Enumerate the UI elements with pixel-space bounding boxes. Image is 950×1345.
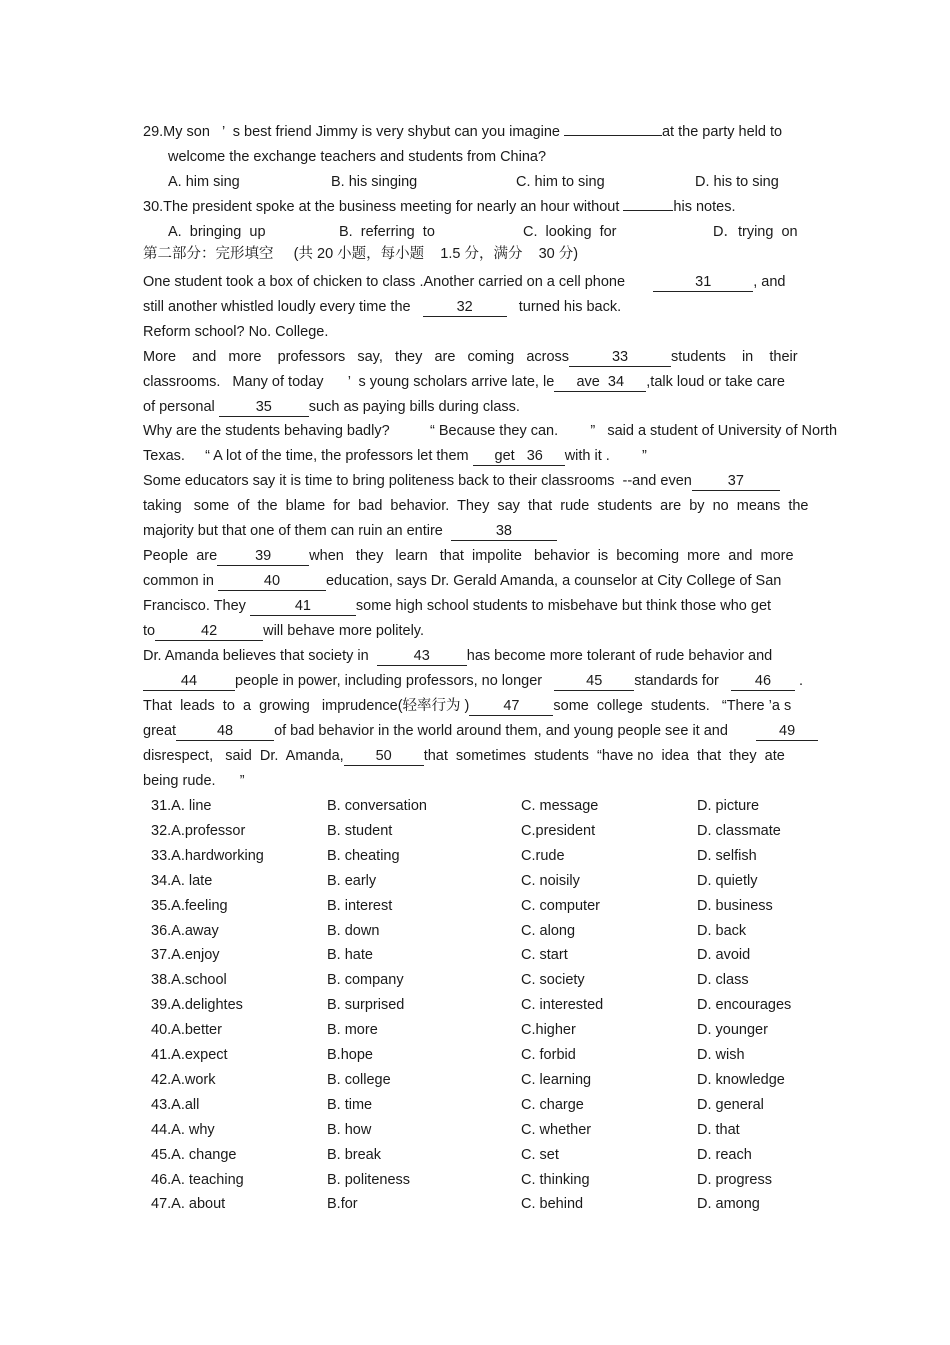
option-45-b[interactable]: B. break bbox=[327, 1146, 381, 1163]
q29-option-a[interactable]: A. him sing bbox=[168, 174, 240, 190]
blank-39[interactable]: 39 bbox=[217, 548, 309, 566]
option-35-c[interactable]: C. computer bbox=[521, 897, 600, 914]
open-quote: “ bbox=[205, 448, 210, 464]
q30-option-b[interactable]: B. referring to bbox=[339, 224, 435, 240]
option-32-c[interactable]: C.president bbox=[521, 822, 596, 839]
passage-line-4 bbox=[143, 347, 798, 367]
blank-38[interactable]: 38 bbox=[451, 523, 557, 541]
option-40-a[interactable]: 40.A.better bbox=[151, 1022, 222, 1039]
close-quote: ” bbox=[642, 448, 647, 464]
passage-text: have no idea that they ate bbox=[601, 748, 785, 764]
blank-45[interactable]: 45 bbox=[554, 673, 634, 691]
option-34-b[interactable]: B. early bbox=[327, 872, 377, 889]
option-46-a[interactable]: 46.A. teaching bbox=[151, 1171, 244, 1188]
option-33-c[interactable]: C.rude bbox=[521, 847, 565, 864]
q29-text-c: but can you imagine bbox=[430, 124, 560, 140]
passage-text: said a student of University of North bbox=[607, 423, 838, 439]
option-41-a[interactable]: 41.A.expect bbox=[151, 1047, 228, 1063]
passage-line-8 bbox=[143, 446, 647, 466]
section-note: (共 20 小题，每小题 1.5 分，满分 30 分) bbox=[293, 246, 579, 262]
option-46-b[interactable]: B. politeness bbox=[327, 1171, 411, 1188]
option-40-d[interactable]: D. younger bbox=[697, 1022, 768, 1039]
passage-text: Some educators say it is time to bring politeness back to their classrooms --and even bbox=[143, 473, 692, 489]
blank-43[interactable]: 43 bbox=[377, 648, 467, 666]
passage-text: majority but that one of them can ruin an entire bbox=[143, 523, 443, 539]
q29-option-d[interactable]: D. his to sing bbox=[695, 174, 779, 190]
passage-text: has become more tolerant of rude behavior and bbox=[466, 648, 773, 664]
close-quote: ” bbox=[590, 423, 596, 439]
passage-line-14 bbox=[143, 596, 771, 616]
passage-text: such as paying bills during class. bbox=[308, 399, 520, 415]
q30-line-1 bbox=[143, 197, 735, 217]
option-37-a[interactable]: 37.A.enjoy bbox=[151, 947, 220, 964]
option-34-c[interactable]: C. noisily bbox=[521, 872, 580, 889]
q30-blank[interactable] bbox=[623, 210, 673, 211]
passage-text: Because they can. bbox=[438, 423, 559, 439]
option-47-d[interactable]: D. among bbox=[697, 1196, 760, 1213]
option-33-d[interactable]: D. selfish bbox=[697, 847, 757, 864]
passage-line-18 bbox=[143, 696, 791, 716]
option-39-b[interactable]: B. surprised bbox=[327, 997, 405, 1014]
option-37-b[interactable]: B. hate bbox=[327, 947, 373, 964]
passage-text: when they learn that impolite behavior is becoming more and more bbox=[309, 548, 794, 564]
passage-text: standards for bbox=[634, 673, 719, 689]
blank-40[interactable]: 40 bbox=[218, 573, 326, 591]
q29-blank[interactable] bbox=[564, 135, 662, 136]
q29-text-b: s best friend Jimmy is very shy bbox=[232, 124, 431, 140]
passage-text: of personal bbox=[143, 399, 215, 415]
option-32-a[interactable]: 32.A.professor bbox=[151, 822, 246, 839]
option-45-a[interactable]: 45.A. change bbox=[151, 1146, 237, 1163]
passage-line-15 bbox=[143, 621, 424, 641]
option-39-d[interactable]: D. encourages bbox=[697, 997, 792, 1014]
q30-option-d[interactable]: D．trying on bbox=[713, 224, 798, 240]
apostrophe-mark: ’ bbox=[347, 374, 351, 390]
option-36-a[interactable]: 36.A.away bbox=[151, 922, 219, 939]
q29-text-d: at the party held to bbox=[661, 124, 783, 140]
option-32-b[interactable]: B. student bbox=[327, 822, 393, 839]
passage-text: a s bbox=[771, 698, 792, 714]
passage-text: common in bbox=[143, 573, 214, 589]
section-heading bbox=[143, 244, 578, 264]
passage-text: still another whistled loudly every time the bbox=[143, 299, 411, 315]
option-35-d[interactable]: D. business bbox=[697, 897, 773, 914]
blank-44[interactable]: 44 bbox=[143, 673, 235, 691]
blank-41[interactable]: 41 bbox=[250, 598, 356, 616]
passage-line-13 bbox=[143, 571, 781, 591]
passage-text: Dr. Amanda believes that society in bbox=[143, 648, 369, 664]
passage-text: education, says Dr. Gerald Amanda, a counselor at City College of San bbox=[325, 573, 782, 589]
passage-line-10: taking some of the blame for bad behavior. They say that rude students are by no means the bbox=[143, 498, 809, 514]
option-44-b[interactable]: B. how bbox=[327, 1121, 372, 1138]
q30-option-a[interactable]: A. bringing up bbox=[168, 224, 266, 240]
option-37-d[interactable]: D. avoid bbox=[697, 947, 751, 964]
option-47-b[interactable]: B.for bbox=[327, 1196, 358, 1213]
option-46-d[interactable]: D. progress bbox=[697, 1171, 772, 1188]
open-quote: “ bbox=[596, 748, 602, 764]
passage-text: Why are the students behaving badly? bbox=[143, 423, 390, 439]
option-35-a[interactable]: 35.A.feeling bbox=[151, 897, 228, 914]
passage-line-17 bbox=[143, 671, 803, 691]
passage-text: . bbox=[798, 673, 804, 689]
blank-34[interactable]: ave 34 bbox=[554, 374, 646, 392]
open-quote: “ bbox=[721, 698, 727, 714]
option-47-c[interactable]: C. behind bbox=[521, 1196, 584, 1213]
option-41-c[interactable]: C. forbid bbox=[521, 1047, 576, 1063]
option-43-a[interactable]: 43.A.all bbox=[151, 1096, 200, 1113]
option-38-b[interactable]: B. company bbox=[327, 972, 404, 989]
q29-apostrophe: ’ bbox=[222, 124, 225, 140]
passage-line-1 bbox=[143, 272, 785, 292]
option-43-c[interactable]: C. charge bbox=[521, 1096, 584, 1113]
passage-line-19 bbox=[143, 721, 818, 741]
option-44-a[interactable]: 44.A. why bbox=[151, 1121, 215, 1138]
passage-text: disrespect, said Dr. Amanda, bbox=[143, 748, 344, 764]
option-38-c[interactable]: C. society bbox=[521, 972, 585, 989]
blank-46[interactable]: 46 bbox=[731, 673, 795, 691]
passage-text: People are bbox=[143, 548, 218, 564]
option-31-c[interactable]: C. message bbox=[521, 798, 599, 814]
blank-50[interactable]: 50 bbox=[344, 748, 424, 766]
blank-31[interactable]: 31 bbox=[653, 274, 753, 292]
blank-42[interactable]: 42 bbox=[155, 623, 263, 641]
option-41-d[interactable]: D. wish bbox=[697, 1047, 745, 1063]
passage-text: of bad behavior in the world around them, and young people see it and bbox=[274, 723, 728, 739]
passage-text: A lot of the time, the professors let them bbox=[213, 448, 469, 464]
option-36-b[interactable]: B. down bbox=[327, 922, 380, 939]
passage-line-16 bbox=[143, 646, 772, 666]
q29-option-c[interactable]: C. him to sing bbox=[516, 174, 605, 190]
passage-text: some college students. bbox=[553, 698, 710, 714]
blank-32[interactable]: 32 bbox=[423, 299, 507, 317]
passage-text: students in their bbox=[671, 349, 798, 365]
option-31-d[interactable]: D. picture bbox=[697, 798, 760, 814]
option-39-c[interactable]: C. interested bbox=[521, 997, 604, 1014]
passage-line-3: Reform school? No. College. bbox=[143, 324, 329, 340]
q29-line-2: welcome the exchange teachers and students from China? bbox=[168, 149, 547, 165]
option-42-d[interactable]: D. knowledge bbox=[697, 1071, 785, 1088]
blank-48[interactable]: 48 bbox=[176, 723, 274, 741]
option-36-d[interactable]: D. back bbox=[697, 922, 747, 939]
passage-text: with it . bbox=[564, 448, 610, 464]
passage-text: turned his back. bbox=[518, 299, 622, 315]
q29-option-b[interactable]: B. his singing bbox=[331, 174, 418, 190]
option-33-a[interactable]: 33.A.hardworking bbox=[151, 847, 264, 864]
q30-option-c[interactable]: C. looking for bbox=[523, 224, 617, 240]
blank-49[interactable]: 49 bbox=[756, 723, 818, 741]
option-43-b[interactable]: B. time bbox=[327, 1096, 373, 1113]
passage-line-2 bbox=[143, 297, 621, 317]
option-37-c[interactable]: C. start bbox=[521, 947, 568, 964]
apostrophe-mark: ’ bbox=[768, 698, 772, 714]
option-42-a[interactable]: 42.A.work bbox=[151, 1071, 216, 1088]
option-34-a[interactable]: 34.A. late bbox=[151, 872, 213, 889]
passage-text: being rude. bbox=[143, 773, 216, 789]
passage-text: some high school students to misbehave but think those who get bbox=[355, 598, 772, 614]
option-34-d[interactable]: D. quietly bbox=[697, 872, 758, 889]
open-quote: “ bbox=[429, 423, 435, 439]
blank-35[interactable]: 35 bbox=[219, 399, 309, 417]
passage-line-11 bbox=[143, 521, 557, 541]
option-43-d[interactable]: D. general bbox=[697, 1096, 764, 1113]
passage-text: One student took a box of chicken to class .Another carried on a cell phone bbox=[143, 274, 626, 290]
option-44-c[interactable]: C. whether bbox=[521, 1121, 592, 1138]
option-47-a[interactable]: 47.A. about bbox=[151, 1196, 226, 1213]
passage-line-20 bbox=[143, 746, 785, 766]
passage-text: That leads to a growing imprudence(轻率行为 ) bbox=[143, 698, 470, 714]
option-40-b[interactable]: B. more bbox=[327, 1022, 378, 1039]
option-41-b[interactable]: B.hope bbox=[327, 1047, 373, 1063]
option-45-d[interactable]: D. reach bbox=[697, 1146, 752, 1163]
option-40-c[interactable]: C.higher bbox=[521, 1022, 576, 1039]
blank-33[interactable]: 33 bbox=[569, 349, 671, 367]
q29-text-a: 29.My son bbox=[143, 124, 210, 140]
passage-text: ,talk loud or take care bbox=[646, 374, 785, 390]
passage-text: that sometimes students bbox=[423, 748, 589, 764]
option-45-c[interactable]: C. set bbox=[521, 1146, 559, 1163]
blank-36[interactable]: get 36 bbox=[473, 448, 565, 466]
passage-text: great bbox=[143, 723, 177, 739]
passage-text: There bbox=[726, 698, 765, 714]
option-42-b[interactable]: B. college bbox=[327, 1071, 391, 1088]
blank-47[interactable]: 47 bbox=[469, 698, 553, 716]
option-31-b[interactable]: B. conversation bbox=[327, 798, 427, 814]
q29-line-1 bbox=[143, 122, 782, 142]
passage-line-9 bbox=[143, 471, 780, 491]
section-title: 第二部分：完形填空 bbox=[143, 246, 274, 262]
option-32-d[interactable]: D. classmate bbox=[697, 822, 781, 839]
passage-text: will behave more politely. bbox=[263, 623, 425, 639]
blank-37[interactable]: 37 bbox=[692, 473, 780, 491]
passage-line-7 bbox=[143, 421, 837, 441]
passage-line-5 bbox=[143, 372, 785, 392]
passage-text: classrooms. Many of today bbox=[143, 374, 324, 390]
option-33-b[interactable]: B. cheating bbox=[327, 847, 400, 864]
option-44-d[interactable]: D. that bbox=[697, 1121, 740, 1138]
passage-text: people in power, including professors, no longer bbox=[235, 673, 543, 689]
passage-text: , and bbox=[753, 274, 786, 290]
q30-text-b: his notes. bbox=[673, 199, 736, 215]
option-31-a[interactable]: 31.A. line bbox=[151, 798, 212, 814]
option-46-c[interactable]: C. thinking bbox=[521, 1171, 590, 1188]
option-39-a[interactable]: 39.A.delightes bbox=[151, 997, 243, 1014]
passage-text: Francisco. They bbox=[143, 598, 246, 614]
option-35-b[interactable]: B. interest bbox=[327, 897, 393, 914]
option-38-a[interactable]: 38.A.school bbox=[151, 972, 227, 989]
passage-text: to bbox=[143, 623, 156, 639]
passage-text: Texas. bbox=[143, 448, 185, 464]
close-quote: ” bbox=[239, 773, 245, 789]
q30-text-a: 30.The president spoke at the business meeting for nearly an hour without bbox=[143, 199, 620, 215]
option-42-c[interactable]: C. learning bbox=[521, 1071, 592, 1088]
passage-text: s young scholars arrive late, le bbox=[358, 374, 555, 390]
passage-line-12 bbox=[143, 546, 794, 566]
passage-line-21 bbox=[143, 771, 245, 791]
option-38-d[interactable]: D. class bbox=[697, 972, 749, 989]
passage-text: More and more professors say, they are coming across bbox=[143, 349, 570, 365]
option-36-c[interactable]: C. along bbox=[521, 922, 576, 939]
passage-line-6 bbox=[143, 397, 520, 417]
